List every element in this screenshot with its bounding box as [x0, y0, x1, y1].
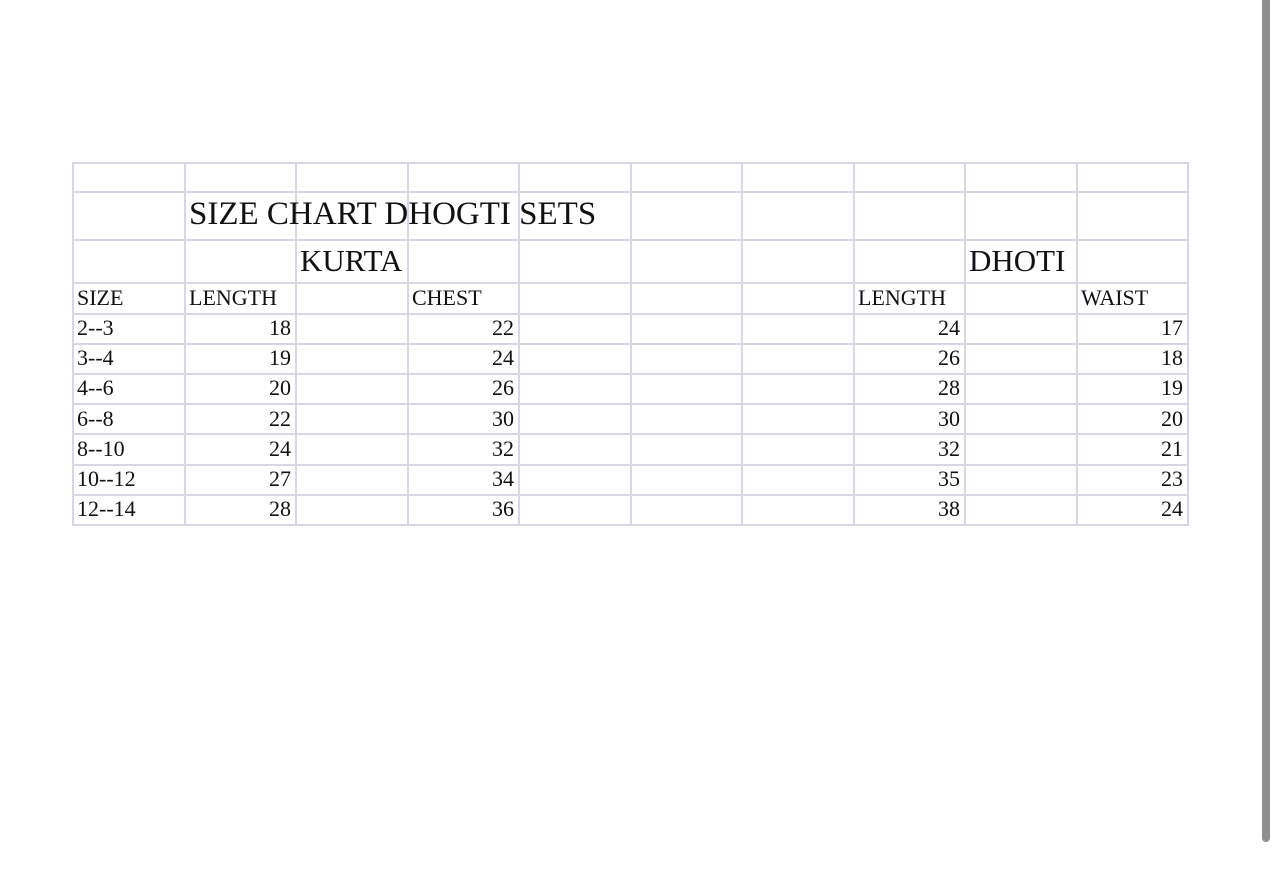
- waist-cell: 24: [1161, 496, 1183, 522]
- chest-cell: 32: [492, 435, 514, 461]
- size-column-header: SIZE: [77, 285, 124, 310]
- grid-row-line: [72, 403, 1189, 405]
- size-cell: 8--10: [77, 435, 125, 461]
- kurta-length-column-header: LENGTH: [189, 285, 277, 310]
- grid-row-line: [72, 373, 1189, 375]
- dhoti-length-cell: 38: [938, 496, 960, 522]
- kurta-length-cell: 24: [269, 435, 291, 461]
- dhoti-length-cell: 28: [938, 375, 960, 401]
- size-cell: 3--4: [77, 345, 114, 371]
- dhoti-length-cell: 35: [938, 466, 960, 491]
- kurta-length-cell: 28: [269, 496, 291, 522]
- chest-cell: 30: [492, 405, 514, 431]
- kurta-length-cell: 22: [269, 405, 291, 431]
- grid-row-line: [72, 191, 1189, 193]
- grid-row-line: [72, 239, 1189, 241]
- chest-cell: 36: [492, 496, 514, 522]
- size-chart-sheet: [72, 162, 1189, 525]
- size-cell: 12--14: [77, 496, 136, 522]
- grid-row-line: [72, 464, 1189, 466]
- grid-row-line: [72, 313, 1189, 315]
- chest-cell: 34: [492, 466, 514, 491]
- dhoti-length-cell: 24: [938, 315, 960, 340]
- size-cell: 6--8: [77, 405, 114, 431]
- size-cell: 10--12: [77, 466, 136, 491]
- waist-cell: 17: [1161, 315, 1183, 340]
- grid-row-line: [72, 282, 1189, 284]
- chest-column-header: CHEST: [412, 285, 482, 310]
- kurta-length-cell: 19: [269, 345, 291, 371]
- chest-cell: 26: [492, 375, 514, 401]
- chest-cell: 22: [492, 315, 514, 340]
- size-cell: 2--3: [77, 315, 114, 340]
- grid-row-line: [72, 433, 1189, 435]
- grid-row-line: [72, 343, 1189, 345]
- waist-column-header: WAIST: [1081, 285, 1149, 310]
- waist-cell: 18: [1161, 345, 1183, 371]
- waist-cell: 19: [1161, 375, 1183, 401]
- kurta-length-cell: 27: [269, 466, 291, 491]
- waist-cell: 20: [1161, 405, 1183, 431]
- grid-row-line: [72, 494, 1189, 496]
- dhoti-length-cell: 26: [938, 345, 960, 371]
- chest-cell: 24: [492, 345, 514, 371]
- kurta-group-header: KURTA: [300, 243, 403, 278]
- waist-cell: 23: [1161, 466, 1183, 491]
- grid-row-line: [72, 524, 1189, 526]
- vertical-scrollbar[interactable]: [1262, 0, 1270, 842]
- grid-row-line: [72, 162, 1189, 164]
- kurta-length-cell: 20: [269, 375, 291, 401]
- dhoti-length-column-header: LENGTH: [858, 285, 946, 310]
- size-cell: 4--6: [77, 375, 114, 401]
- kurta-length-cell: 18: [269, 315, 291, 340]
- dhoti-length-cell: 30: [938, 405, 960, 431]
- dhoti-group-header: DHOTI: [969, 243, 1066, 278]
- sheet-title: SIZE CHART DHOGTI SETS: [189, 196, 597, 232]
- waist-cell: 21: [1161, 435, 1183, 461]
- dhoti-length-cell: 32: [938, 435, 960, 461]
